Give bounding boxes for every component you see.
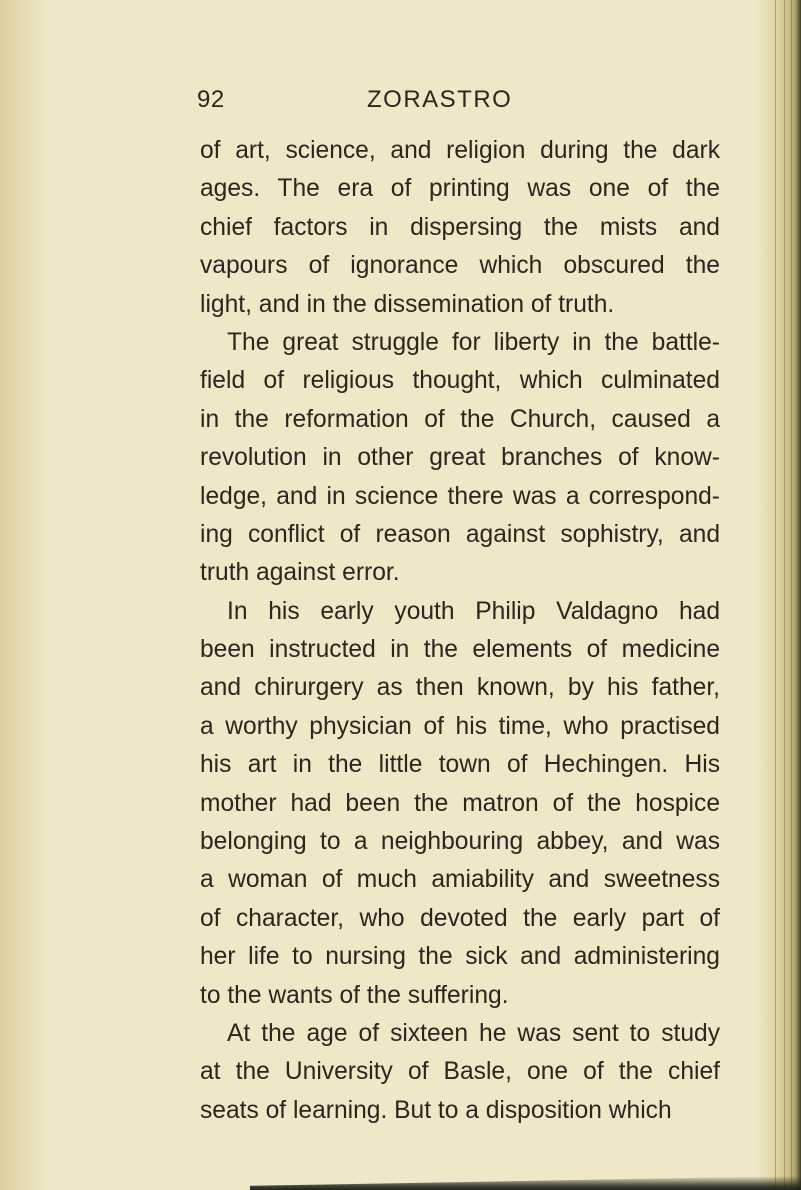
text-line: to the wants of the suffering.	[200, 981, 509, 1009]
page-edge-line	[775, 0, 776, 1190]
running-head-title: ZORASTRO	[367, 86, 513, 113]
page-bottom-edge	[250, 1176, 801, 1190]
page-header	[0, 86, 801, 116]
text-line: ing conflict of reason against sophistry, and	[200, 520, 720, 548]
text-line: light, and in the dissemination of truth.	[200, 290, 615, 318]
text-line: a worthy physician of his time, who practised	[200, 712, 720, 740]
text-line: vapours of ignorance which obscured the	[200, 252, 720, 280]
text-line: belonging to a neighbouring abbey, and was	[200, 828, 720, 856]
text-line: revolution in other great branches of know-	[200, 444, 720, 472]
text-line: and chirurgery as then known, by his father,	[200, 674, 720, 702]
page-edge-line	[791, 0, 792, 1190]
body-text	[200, 132, 720, 1130]
text-line: ledge, and in science there was a correspond-	[200, 482, 720, 510]
text-line: of art, science, and religion during the dark	[200, 137, 720, 164]
page-number: 92	[197, 86, 225, 113]
text-line: in the reformation of the Church, caused a	[200, 405, 720, 433]
text-line: chief factors in dispersing the mists and	[200, 213, 720, 241]
text-line: a woman of much amiability and sweetness	[200, 866, 720, 894]
text-line: of character, who devoted the early part of	[200, 904, 720, 932]
text-line: seats of learning. But to a disposition which	[200, 1096, 672, 1124]
text-line: At the age of sixteen he was sent to study	[227, 1019, 720, 1047]
text-line: field of religious thought, which culminated	[200, 367, 720, 395]
text-line: truth against error.	[200, 559, 400, 587]
text-line: his art in the little town of Hechingen. His	[200, 751, 720, 779]
text-line: been instructed in the elements of medicine	[200, 636, 720, 664]
page-edge-line	[784, 0, 785, 1190]
text-line: at the University of Basle, one of the chief	[200, 1058, 720, 1086]
text-line: her life to nursing the sick and administering	[200, 943, 720, 971]
page-edge-stack	[757, 0, 801, 1190]
text-line: mother had been the matron of the hospice	[200, 789, 720, 817]
text-line: ages. The era of printing was one of the	[200, 175, 720, 203]
page-gutter-shadow	[0, 0, 46, 1190]
text-line: The great struggle for liberty in the battle-	[227, 328, 720, 356]
text-line: In his early youth Philip Valdagno had	[227, 597, 720, 625]
